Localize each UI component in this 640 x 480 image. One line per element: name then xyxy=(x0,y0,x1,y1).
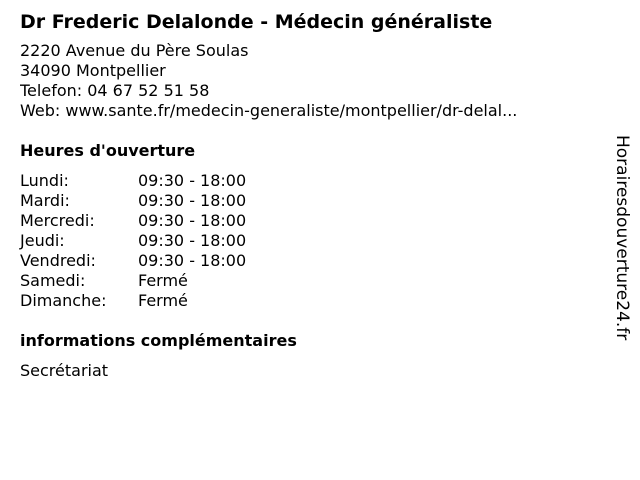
hours-row-friday xyxy=(20,251,590,271)
practice-card xyxy=(20,8,590,381)
opening-hours-heading: Heures d'ouverture xyxy=(20,141,196,160)
website-link[interactable]: Web: www.sante.fr/medecin-generaliste/montpellier/dr-delal... xyxy=(20,101,518,120)
time-value: 09:30 - 18:00 xyxy=(138,231,247,250)
day-label: Samedi: xyxy=(20,271,86,290)
time-value: 09:30 - 18:00 xyxy=(138,171,247,190)
day-label: Lundi: xyxy=(20,171,69,190)
time-value: 09:30 - 18:00 xyxy=(138,211,247,230)
page-title: Dr Frederic Delalonde - Médecin généraliste xyxy=(20,11,493,33)
day-label: Dimanche: xyxy=(20,291,107,310)
time-value: Fermé xyxy=(138,291,188,310)
day-label: Jeudi: xyxy=(20,231,65,250)
time-value: Fermé xyxy=(138,271,188,290)
additional-info-text: Secrétariat xyxy=(20,361,109,380)
day-label: Vendredi: xyxy=(20,251,96,270)
additional-info-heading: informations complémentaires xyxy=(20,331,297,350)
hours-row-wednesday xyxy=(20,211,590,231)
phone-number: Telefon: 04 67 52 51 58 xyxy=(20,81,210,100)
day-label: Mardi: xyxy=(20,191,70,210)
day-label: Mercredi: xyxy=(20,211,95,230)
hours-row-saturday xyxy=(20,271,590,291)
street-address: 2220 Avenue du Père Soulas xyxy=(20,41,249,60)
hours-row-monday xyxy=(20,171,590,191)
city-address: 34090 Montpellier xyxy=(20,61,166,80)
hours-row-sunday xyxy=(20,291,590,311)
hours-row-tuesday xyxy=(20,191,590,211)
opening-hours-list xyxy=(20,171,590,311)
hours-row-thursday xyxy=(20,231,590,251)
time-value: 09:30 - 18:00 xyxy=(138,191,247,210)
site-watermark: Horairesdouverture24.fr xyxy=(612,135,632,341)
time-value: 09:30 - 18:00 xyxy=(138,251,247,270)
